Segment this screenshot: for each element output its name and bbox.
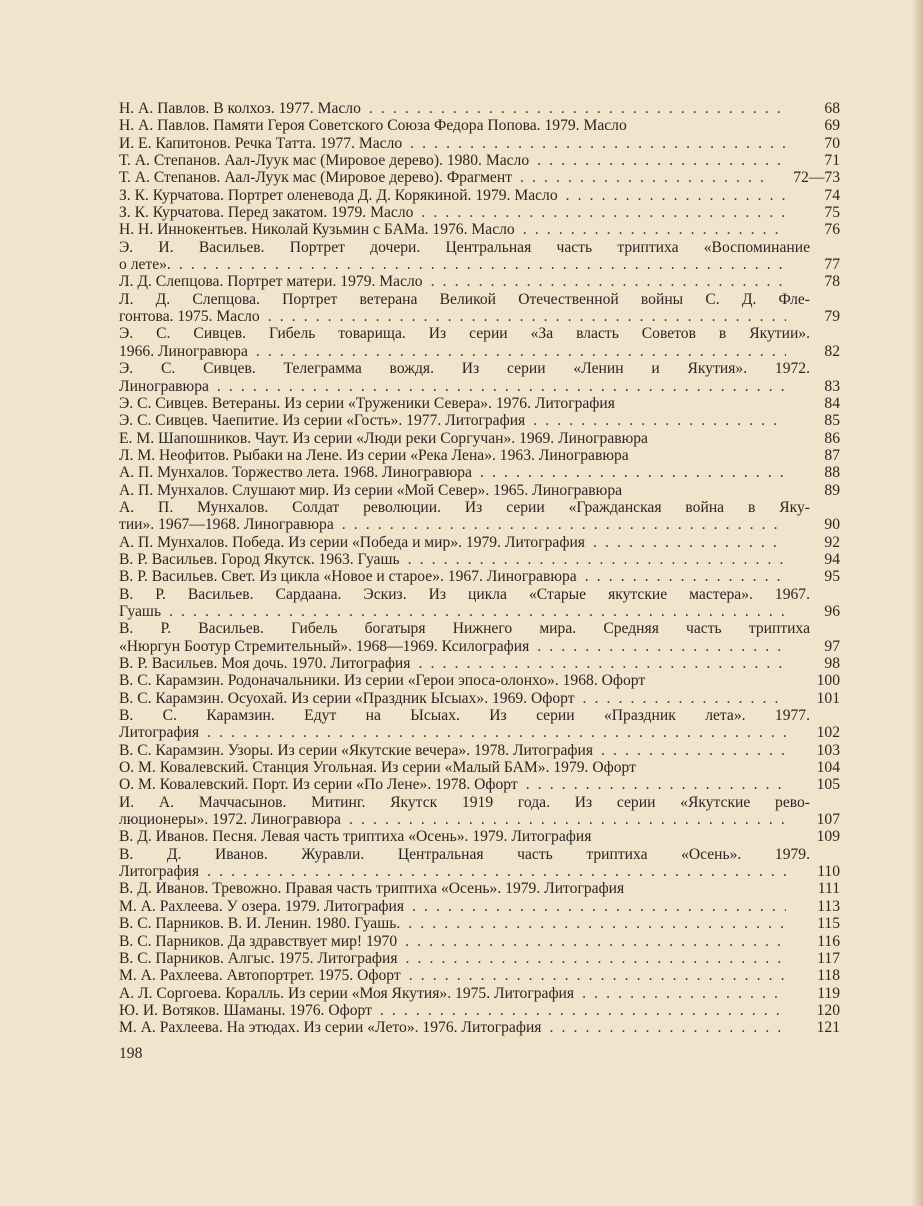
toc-entry — [119, 395, 840, 412]
entry-title: Н. А. Павлов. Памяти Героя Советского Союза Федора Попова. 1979. Масло — [119, 117, 627, 135]
entry-last-line — [119, 967, 840, 984]
dot-leader — [549, 1019, 786, 1036]
toc-entry — [119, 221, 840, 238]
entry-page-number: 82 — [824, 342, 840, 360]
entry-page-number: 97 — [824, 637, 840, 655]
dot-leader — [406, 950, 787, 967]
entry-title: В. С. Парников. В. И. Ленин. 1980. Гуашь. — [119, 915, 401, 933]
entry-last-line — [119, 828, 840, 845]
entry-last-line — [119, 534, 840, 551]
entry-title: В. С. Парников. Алгыс. 1975. Литография — [119, 949, 398, 967]
entry-title: Э. С. Сивцев. Гибель товарища. Из серии «За власть Советов в Якутии». — [119, 325, 810, 343]
toc-entry — [119, 620, 840, 655]
entry-page-number: 96 — [824, 602, 840, 620]
toc-entry — [119, 690, 840, 707]
entry-page-number: 75 — [824, 204, 840, 222]
entry-title: Гуашь — [119, 602, 162, 620]
entry-last-line — [119, 273, 840, 290]
entry-title: Е. М. Шапошников. Чаут. Из серии «Люди реки Соргучан». 1969. Линогравюра — [119, 429, 648, 447]
toc-entry — [119, 135, 840, 152]
entry-title: Литография — [119, 724, 200, 742]
toc-entry — [119, 152, 840, 169]
entry-wrapped-line — [119, 360, 840, 377]
entry-title: В. Р. Васильев. Моя дочь. 1970. Литография — [119, 655, 411, 672]
entry-title: А. П. Мунхалов. Слушают мир. Из серии «Мой Север». 1965. Линогравюра — [119, 481, 623, 499]
entry-last-line — [119, 759, 840, 776]
entry-last-line — [119, 863, 840, 880]
entry-page-number: 107 — [816, 811, 840, 829]
entry-title: Т. А. Степанов. Аал-Луук мас (Мировое дерево). 1980. Масло — [119, 152, 530, 170]
entry-last-line — [119, 985, 840, 1002]
entry-last-line — [119, 378, 840, 395]
toc-entry — [119, 117, 840, 134]
toc-entry — [119, 568, 840, 585]
toc-entry — [119, 464, 840, 481]
entry-title: М. А. Рахлеева. Автопортрет. 1975. Офорт — [119, 967, 401, 985]
entry-title: И. А. Маччасынов. Митинг. Якутск 1919 года. Из серии «Якутские рево- — [119, 793, 810, 811]
entry-page-number: 98 — [824, 655, 840, 672]
entry-wrapped-line — [119, 239, 840, 256]
entry-last-line — [119, 482, 840, 499]
entry-last-line — [119, 742, 840, 759]
entry-last-line — [119, 950, 840, 967]
entry-title: Э. С. Сивцев. Ветераны. Из серии «Труженики Севера». 1976. Литография — [119, 394, 615, 412]
entry-page-number: 70 — [824, 134, 840, 152]
dot-leader — [179, 256, 786, 273]
entry-page-number: 102 — [816, 724, 840, 742]
entry-page-number: 84 — [824, 394, 840, 412]
entry-title: А. П. Мунхалов. Победа. Из серии «Победа и мир». 1979. Литография — [119, 533, 585, 551]
entry-title: Л. М. Неофитов. Рыбаки на Лене. Из серии «Река Лена». 1963. Линогравюра — [119, 446, 629, 464]
dot-leader — [268, 308, 786, 325]
toc-entry — [119, 412, 840, 429]
entry-title: З. К. Курчатова. Перед закатом. 1979. Масло — [119, 204, 414, 222]
entry-page-number: 72—73 — [793, 169, 840, 187]
entry-title: В. С. Карамзин. Родоначальники. Из серии «Герои эпоса-олонхо». 1968. Офорт — [119, 672, 646, 690]
dot-leader — [480, 464, 786, 481]
entry-page-number: 105 — [816, 776, 840, 794]
entry-page-number: 103 — [816, 741, 840, 759]
entry-title: Литография — [119, 863, 200, 881]
dot-leader — [207, 724, 786, 741]
entry-page-number: 110 — [817, 863, 840, 881]
dot-leader — [520, 169, 763, 186]
dot-leader — [349, 811, 786, 828]
entry-page-number: 116 — [817, 932, 840, 950]
entry-last-line — [119, 551, 840, 568]
illustrations-list — [119, 100, 840, 1037]
page-number: 198 — [119, 1045, 143, 1062]
entry-title: 1966. Линогравюра — [119, 342, 248, 360]
entry-title: В. Р. Васильев. Сардаана. Эскиз. Из цикла «Старые якутские мастера». 1967. — [119, 585, 810, 603]
entry-title: В. Д. Иванов. Тревожно. Правая часть триптиха «Осень». 1979. Литография — [119, 880, 625, 898]
entry-title: В. С. Карамзин. Узоры. Из серии «Якутские вечера». 1978. Литография — [119, 741, 594, 759]
entry-title: М. А. Рахлеева. На этюдах. Из серии «Лето». 1976. Литография — [119, 1019, 542, 1037]
dot-leader — [217, 378, 786, 395]
entry-wrapped-line — [119, 794, 840, 811]
entry-last-line — [119, 1002, 840, 1019]
entry-last-line — [119, 464, 840, 481]
toc-entry — [119, 169, 840, 186]
toc-entry — [119, 534, 840, 551]
toc-entry — [119, 950, 840, 967]
entry-title: Э. С. Сивцев. Телеграмма вождя. Из серии «Ленин и Якутия». 1972. — [119, 360, 810, 378]
toc-entry — [119, 204, 840, 221]
entry-title: В. С. Парников. Да здравствует мир! 1970 — [119, 932, 398, 950]
dot-leader — [408, 551, 786, 568]
entry-title: О. М. Ковалевский. Порт. Из серии «По Лене». 1978. Офорт — [119, 776, 518, 794]
entry-last-line — [119, 135, 840, 152]
entry-title: В. Р. Васильев. Гибель богатыря Нижнего мира. Средняя часть триптиха — [119, 620, 810, 638]
entry-page-number: 68 — [824, 100, 840, 117]
toc-entry — [119, 967, 840, 984]
dot-leader — [408, 915, 786, 932]
toc-entry — [119, 360, 840, 395]
entry-last-line — [119, 152, 840, 169]
entry-last-line — [119, 933, 840, 950]
toc-entry — [119, 776, 840, 793]
entry-title: Н. Н. Иннокентьев. Николай Кузьмин с БАМа. 1976. Масло — [119, 221, 515, 239]
entry-page-number: 69 — [824, 117, 840, 135]
toc-entry — [119, 586, 840, 621]
entry-page-number: 119 — [817, 984, 840, 1002]
entry-title: А. П. Мунхалов. Солдат революции. Из серии «Гражданская война в Яку- — [119, 498, 810, 516]
entry-wrapped-line — [119, 499, 840, 516]
entry-last-line — [119, 915, 840, 932]
toc-entry — [119, 239, 840, 274]
toc-entry — [119, 187, 840, 204]
page-edge-shadow — [911, 0, 923, 1206]
toc-entry — [119, 1019, 840, 1036]
entry-title: В. С. Карамзин. Осуохай. Из серии «Праздник Ысыах». 1969. Офорт — [119, 689, 575, 707]
entry-wrapped-line — [119, 291, 840, 308]
toc-entry — [119, 742, 840, 759]
entry-last-line — [119, 690, 840, 707]
entry-page-number: 87 — [824, 446, 840, 464]
toc-entry — [119, 482, 840, 499]
entry-page-number: 101 — [816, 689, 840, 707]
entry-title: З. К. Курчатова. Портрет оленевода Д. Д. Корякиной. 1979. Масло — [119, 186, 558, 204]
entry-last-line — [119, 1019, 840, 1036]
entry-title: В. Д. Иванов. Песня. Левая часть триптиха «Осень». 1979. Литография — [119, 828, 592, 846]
toc-entry — [119, 828, 840, 845]
toc-entry — [119, 794, 840, 829]
dot-leader — [533, 412, 786, 429]
toc-entry — [119, 551, 840, 568]
entry-title: В. Д. Иванов. Журавли. Центральная часть триптиха «Осень». 1979. — [119, 845, 810, 863]
entry-last-line — [119, 880, 840, 897]
dot-leader — [601, 742, 786, 759]
entry-title: В. Р. Васильев. Город Якутск. 1963. Гуашь — [119, 550, 400, 568]
entry-page-number: 100 — [816, 672, 840, 690]
entry-title: тии». 1967—1968. Линогравюра — [119, 516, 334, 534]
entry-wrapped-line — [119, 620, 840, 637]
dot-leader — [418, 655, 786, 672]
entry-last-line — [119, 638, 840, 655]
entry-page-number: 89 — [824, 481, 840, 499]
entry-page-number: 104 — [816, 759, 840, 777]
entry-wrapped-line — [119, 325, 840, 342]
toc-entry — [119, 655, 840, 672]
entry-last-line — [119, 343, 840, 360]
dot-leader — [421, 204, 786, 221]
dot-leader — [431, 273, 786, 290]
entry-page-number: 77 — [824, 256, 840, 274]
toc-entry — [119, 1002, 840, 1019]
entry-last-line — [119, 672, 840, 689]
dot-leader — [412, 898, 786, 915]
entry-last-line — [119, 117, 840, 134]
entry-last-line — [119, 100, 840, 117]
entry-title: Н. А. Павлов. В колхоз. 1977. Масло — [119, 100, 361, 117]
toc-entry — [119, 846, 840, 881]
dot-leader — [342, 516, 786, 533]
entry-page-number: 90 — [824, 516, 840, 534]
entry-title: И. Е. Капитонов. Речка Татта. 1977. Масло — [119, 134, 403, 152]
dot-leader — [405, 933, 786, 950]
entry-title: Т. А. Степанов. Аал-Луук мас (Мировое дерево). Фрагмент — [119, 169, 513, 187]
toc-entry — [119, 880, 840, 897]
dot-leader — [537, 638, 786, 655]
entry-wrapped-line — [119, 586, 840, 603]
entry-last-line — [119, 516, 840, 533]
entry-page-number: 88 — [824, 464, 840, 482]
entry-page-number: 121 — [816, 1019, 840, 1037]
entry-title: О. М. Ковалевский. Станция Угольная. Из серии «Малый БАМ». 1979. Офорт — [119, 759, 636, 777]
entry-title: Э. И. Васильев. Портрет дочери. Центральная часть триптиха «Воспоминание — [119, 238, 810, 256]
entry-last-line — [119, 811, 840, 828]
entry-page-number: 117 — [817, 949, 840, 967]
entry-last-line — [119, 724, 840, 741]
entry-last-line — [119, 412, 840, 429]
entry-title: «Нюргун Боотур Стремительный». 1968—1969. Ксилография — [119, 637, 530, 655]
entry-page-number: 111 — [817, 880, 840, 898]
entry-title: Ю. И. Вотяков. Шаманы. 1976. Офорт — [119, 1001, 372, 1019]
entry-page-number: 109 — [816, 828, 840, 846]
dot-leader — [526, 776, 786, 793]
entry-title: А. Л. Соргоева. Коралль. Из серии «Моя Якутия». 1975. Литография — [119, 984, 575, 1002]
entry-page-number: 118 — [817, 967, 840, 985]
entry-page-number: 115 — [817, 915, 840, 933]
toc-entry — [119, 291, 840, 326]
toc-entry — [119, 325, 840, 360]
entry-page-number: 85 — [824, 412, 840, 430]
dot-leader — [409, 967, 786, 984]
entry-last-line — [119, 169, 840, 186]
toc-entry — [119, 499, 840, 534]
entry-page-number: 71 — [824, 152, 840, 170]
dot-leader — [585, 568, 786, 585]
entry-last-line — [119, 447, 840, 464]
toc-entry — [119, 430, 840, 447]
entry-last-line — [119, 655, 840, 672]
entry-title: гонтова. 1975. Масло — [119, 308, 260, 326]
entry-page-number: 120 — [816, 1001, 840, 1019]
toc-entry — [119, 447, 840, 464]
entry-last-line — [119, 256, 840, 273]
entry-title: М. А. Рахлеева. У озера. 1979. Литография — [119, 897, 404, 915]
toc-entry — [119, 672, 840, 689]
entry-title: Л. Д. Слепцова. Портрет ветерана Великой Отечественной войны С. Д. Фле- — [119, 290, 810, 308]
entry-page-number: 92 — [824, 533, 840, 551]
entry-last-line — [119, 430, 840, 447]
entry-last-line — [119, 308, 840, 325]
dot-leader — [169, 603, 786, 620]
dot-leader — [566, 187, 786, 204]
dot-leader — [582, 985, 786, 1002]
toc-entry — [119, 759, 840, 776]
entry-last-line — [119, 568, 840, 585]
entry-wrapped-line — [119, 707, 840, 724]
dot-leader — [410, 135, 786, 152]
dot-leader — [593, 534, 786, 551]
entry-page-number: 83 — [824, 377, 840, 395]
entry-title: В. Р. Васильев. Свет. Из цикла «Новое и старое». 1967. Линогравюра — [119, 568, 577, 586]
entry-title: А. П. Мунхалов. Торжество лета. 1968. Линогравюра — [119, 464, 472, 482]
entry-title: Э. С. Сивцев. Чаепитие. Из серии «Гость». 1977. Литография — [119, 412, 526, 430]
toc-entry — [119, 985, 840, 1002]
entry-last-line — [119, 776, 840, 793]
entry-last-line — [119, 221, 840, 238]
entry-page-number: 74 — [824, 186, 840, 204]
toc-entry — [119, 898, 840, 915]
entry-page-number: 76 — [824, 221, 840, 239]
entry-page-number: 94 — [824, 550, 840, 568]
entry-last-line — [119, 898, 840, 915]
toc-entry — [119, 273, 840, 290]
dot-leader — [523, 221, 786, 238]
entry-last-line — [119, 603, 840, 620]
dot-leader — [380, 1002, 786, 1019]
toc-entry — [119, 100, 840, 117]
toc-entry — [119, 933, 840, 950]
entry-title: Л. Д. Слепцова. Портрет матери. 1979. Масло — [119, 273, 423, 291]
toc-entry — [119, 915, 840, 932]
dot-leader — [583, 690, 786, 707]
entry-page-number: 95 — [824, 568, 840, 586]
entry-page-number: 86 — [824, 429, 840, 447]
entry-last-line — [119, 395, 840, 412]
entry-title: В. С. Карамзин. Едут на Ысыах. Из серии «Праздник лета». 1977. — [119, 707, 810, 725]
entry-page-number: 78 — [824, 273, 840, 291]
entry-title: люционеры». 1972. Линогравюра — [119, 811, 341, 829]
toc-entry — [119, 707, 840, 742]
dot-leader — [256, 343, 786, 360]
entry-title: о лете». — [119, 256, 171, 274]
entry-page-number: 113 — [817, 897, 840, 915]
entry-page-number: 79 — [824, 308, 840, 326]
dot-leader — [537, 152, 786, 169]
entry-last-line — [119, 204, 840, 221]
entry-title: Линогравюра — [119, 377, 209, 395]
entry-wrapped-line — [119, 846, 840, 863]
dot-leader — [207, 863, 786, 880]
dot-leader — [369, 100, 786, 117]
entry-last-line — [119, 187, 840, 204]
